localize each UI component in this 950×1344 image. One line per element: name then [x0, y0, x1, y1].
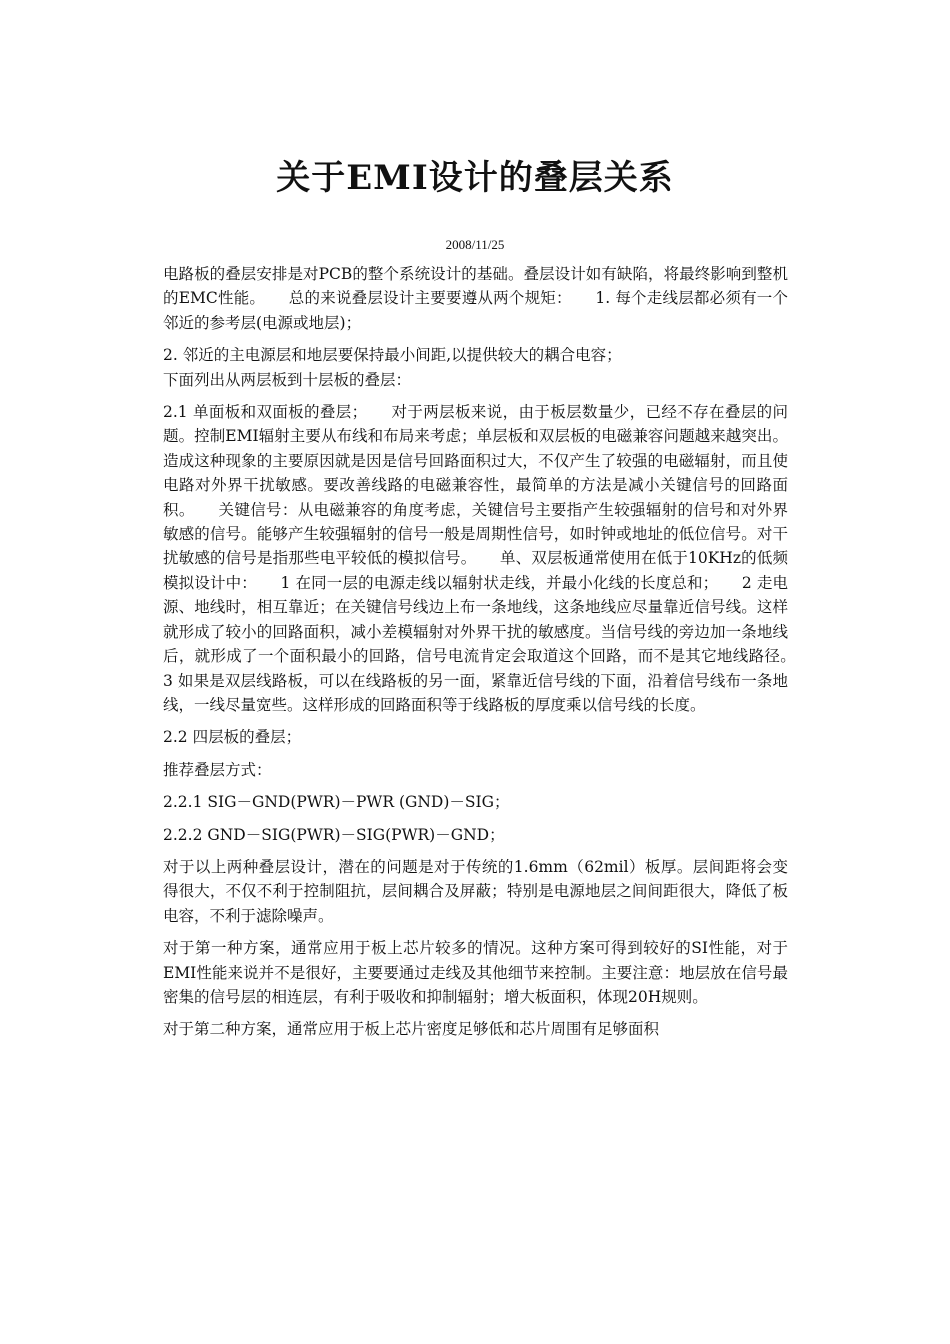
document-title: 关于EMI设计的叠层关系 — [276, 158, 674, 198]
paragraph-rule-2: 2. 邻近的主电源层和地层要保持最小间距,以提供较大的耦合电容； — [163, 346, 622, 365]
paragraph-recommended-stack: 推荐叠层方式： — [163, 760, 272, 779]
paragraph-scheme-1: 对于第一种方案，通常应用于板上芯片较多的情况。这种方案可得到较好的SI性能，对于EMI性能来说并不是很好，主要要通过走线及其他细节来控制。主要注意：地层放在信号最密集的信号层的相连层，有利于吸收和抑制辐射；增大板面积，体现20H规则。 — [163, 939, 788, 1006]
paragraph-scheme-2: 对于第二种方案，通常应用于板上芯片密度足够低和芯片周围有足够面积 — [163, 1020, 660, 1039]
paragraph-stack-issues: 对于以上两种叠层设计，潜在的问题是对于传统的1.6mm（62mil）板厚。层间距将会变得很大，不仅不利于控制阻抗，层间耦合及屏蔽；特别是电源地层之间间距很大，降低了板电容，不利于滤除噪声。 — [163, 857, 788, 925]
paragraph-stack-2-2-1: 2.2.1 SIG－GND(PWR)－PWR (GND)－SIG； — [163, 793, 510, 812]
document-date: 2008/11/25 — [445, 237, 505, 252]
document-body — [163, 262, 820, 1050]
paragraph-section-2-2-heading: 2.2 四层板的叠层； — [163, 728, 302, 747]
paragraph-intro: 电路板的叠层安排是对PCB的整个系统设计的基础。叠层设计如有缺陷，将最终影响到整机的EMC性能。 总的来说叠层设计主要要遵从两个规矩： 1. 每个走线层都必须有一个邻近的参考层(电源或地层)； — [163, 265, 788, 332]
paragraph-section-2-1: 2.1 单面板和双面板的叠层； 对于两层板来说，由于板层数量少，已经不存在叠层的问题。控制EMI辐射主要从布线和布局来考虑；单层板和双层板的电磁兼容问题越来越突出。造成这种现象的主要原因就是因是信号回路面积过大，不仅产生了较强的电磁辐射，而且使电路对外界干扰敏感。要改善线路的电磁兼容性，最简单的方法是减小关键信号的回路面积。 关键信号：从电磁兼容的角度考虑，关键信号主要指产生较强辐射的信号和对外界敏感的信号。能够产生较强辐射的信号一般是周期性信号，如时钟或地址的低位信号。对干扰敏感的信号是指那些电平较低的模拟信号。 单、双层板通常使用在低于10KHz的低频模拟设计中： 1 在同一层的电源走线以辐射状走线，并最小化线的长度总和； 2 走电源、地线时，相互靠近；在关键信号线边上布一条地线，这条地线应尽量靠近信号线。这样就形成了较小的回路面积，减小差模辐射对外界干扰的敏感度。当信号线的旁边加一条地线后，就形成了一个面积最小的回路，信号电流肯定会取道这个回路，而不是其它地线路径。 3 如果是双层线路板，可以在线路板的另一面，紧靠近信号线的下面，沿着信号线布一条地线，一线尽量宽些。这样形成的回路面积等于线路板的厚度乘以信号线的长度。 — [163, 403, 820, 714]
paragraph-list-intro: 下面列出从两层板到十层板的叠层： — [163, 370, 412, 389]
paragraph-stack-2-2-2: 2.2.2 GND－SIG(PWR)－SIG(PWR)－GND； — [163, 825, 505, 844]
